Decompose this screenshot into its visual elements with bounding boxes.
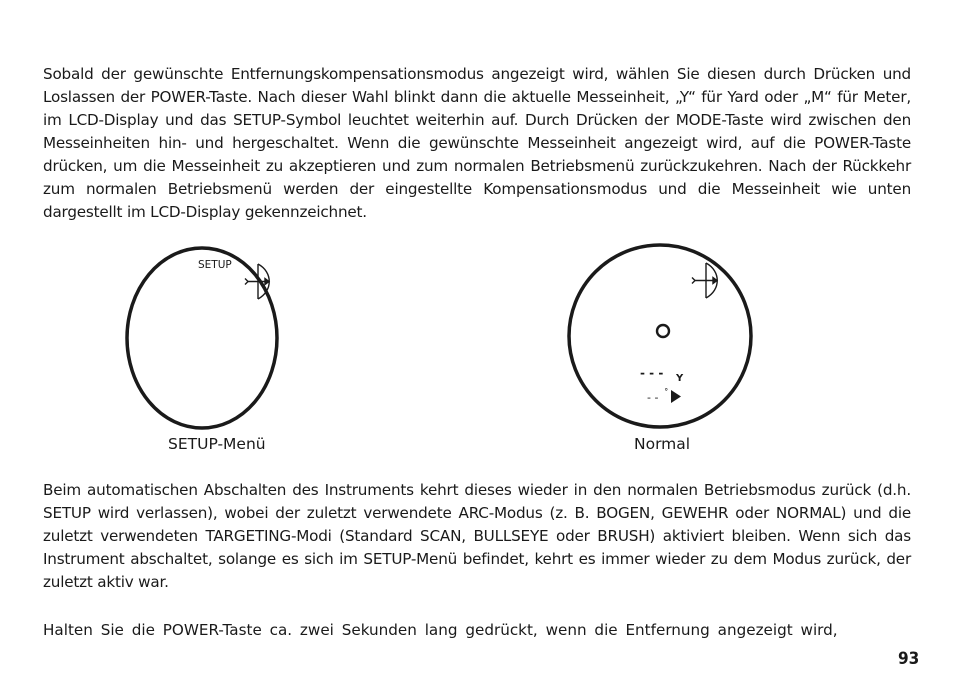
- page-number: 93: [898, 649, 920, 669]
- reticle-circle-icon: [657, 325, 669, 337]
- setup-label: SETUP: [198, 259, 232, 271]
- distance-placeholder: - - -: [640, 366, 664, 380]
- caption-setup-menu: SETUP-Menü: [168, 435, 266, 453]
- degree-symbol: ˚: [664, 389, 669, 399]
- paragraph-power-button: Halten Sie die POWER-Taste ca. zwei Sekunden lang gedrückt, wenn die Entfernung angezeigt wird,: [43, 621, 838, 639]
- play-triangle-icon: [671, 390, 681, 403]
- lcd-display-normal: [567, 243, 753, 429]
- lcd-display-setup-menu: [125, 246, 280, 430]
- paragraph-distance-compensation: Sobald der gewünschte Entfernungskompensationsmodus angezeigt wird, wählen Sie diesen durch Drücken und Loslassen der POWER-Taste. Nach dieser Wahl blinkt dann die aktuelle Messeinheit, „Y“ für Yard oder „M“ für Meter, im LCD-Display und das SETUP-Symbol leuchtet weiterhin auf. Durch Drücken der MODE-Taste wird zwischen den Messeinheiten hin- und hergeschaltet. Wenn die gewünschte Messeinheit angezeigt wird, auf die POWER-Taste drücken, um die Messeinheit zu akzeptieren und zum normalen Betriebsmenü zurückzukehren. Nach der Rückkehr zum normalen Betriebsmenü werden der eingestellte Kompensationsmodus und die Messeinheit wie unten dargestellt im LCD-Display gekennzeichnet.: [43, 65, 911, 221]
- unit-label: Y: [676, 373, 684, 384]
- angle-placeholder: - -: [647, 391, 659, 404]
- caption-normal: Normal: [634, 435, 691, 453]
- bow-icon: [692, 263, 717, 298]
- paragraph-auto-shutoff: Beim automatischen Abschalten des Instruments kehrt dieses wieder in den normalen Betriebsmodus zurück (d.h. SETUP wird verlassen), wobei der zuletzt verwendete ARC-Modus (z. B. BOGEN, GEWEHR oder NORMAL) und die zuletzt verwendeten TARGETING-Modi (Standard SCAN, BULLSEYE oder BRUSH) aktiviert bleiben. Wenn sich das Instrument abschaltet, solange es sich im SETUP-Menü befindet, kehrt es immer wieder zu dem Modus zurück, der zuletzt aktiv war.: [43, 481, 911, 591]
